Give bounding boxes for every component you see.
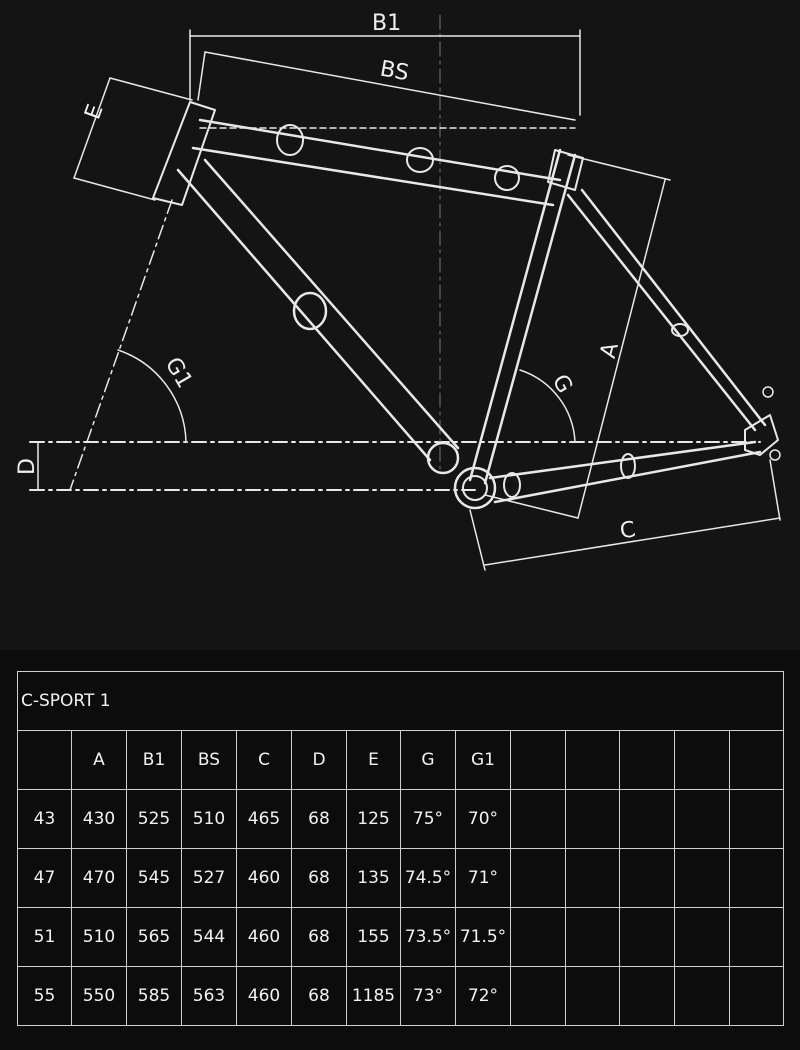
- table-cell: [675, 849, 730, 908]
- table-cell: 563: [182, 967, 237, 1026]
- label-g1: G1: [159, 353, 198, 393]
- table-cell: 135: [347, 849, 401, 908]
- header-cell: D: [292, 731, 347, 790]
- table-cell: [730, 790, 784, 849]
- table-cell: [566, 790, 620, 849]
- table-cell: [675, 790, 730, 849]
- table-cell: 74.5°: [401, 849, 456, 908]
- label-d: D: [15, 458, 40, 475]
- table-cell: 155: [347, 908, 401, 967]
- table-cell: [566, 967, 620, 1026]
- table-cell: 585: [127, 967, 182, 1026]
- label-bs: BS: [378, 56, 411, 87]
- table-cell: [620, 967, 675, 1026]
- table-cell: [511, 790, 566, 849]
- table-cell: 460: [237, 849, 292, 908]
- table-row: [18, 849, 784, 908]
- table-cell: 72°: [456, 967, 511, 1026]
- table-cell: 55: [18, 967, 72, 1026]
- table-cell: 73.5°: [401, 908, 456, 967]
- label-c: C: [618, 517, 638, 545]
- table-cell: [511, 849, 566, 908]
- table-cell: 470: [72, 849, 127, 908]
- table-cell: 68: [292, 908, 347, 967]
- table-cell: 68: [292, 849, 347, 908]
- table-cell: [730, 967, 784, 1026]
- table-cell: 544: [182, 908, 237, 967]
- table-row: [18, 790, 784, 849]
- table-title: C-SPORT 1: [18, 672, 784, 731]
- table-cell: 430: [72, 790, 127, 849]
- table-cell: 73°: [401, 967, 456, 1026]
- header-cell: B1: [127, 731, 182, 790]
- header-cell: [675, 731, 730, 790]
- top-tube: [193, 120, 560, 205]
- table-cell: 525: [127, 790, 182, 849]
- table-cell: [730, 849, 784, 908]
- table-cell: 125: [347, 790, 401, 849]
- table-header-row: [18, 731, 784, 790]
- table-cell: 68: [292, 790, 347, 849]
- table-cell: [620, 790, 675, 849]
- table-cell: [566, 849, 620, 908]
- label-g: G: [546, 370, 577, 398]
- seat-stay: [568, 190, 765, 430]
- table-cell: 460: [237, 908, 292, 967]
- table-cell: 75°: [401, 790, 456, 849]
- label-b1: B1: [372, 11, 402, 36]
- table-cell: 47: [18, 849, 72, 908]
- e-dimension-line: [74, 78, 110, 178]
- head-tube: [153, 102, 215, 205]
- header-cell: [730, 731, 784, 790]
- header-cell: A: [72, 731, 127, 790]
- table-cell: [675, 967, 730, 1026]
- table-cell: 1185: [347, 967, 401, 1026]
- table-cell: 465: [237, 790, 292, 849]
- label-a: A: [595, 340, 624, 361]
- table-row: [18, 908, 784, 967]
- table-cell: [511, 967, 566, 1026]
- table-cell: 510: [72, 908, 127, 967]
- header-cell: BS: [182, 731, 237, 790]
- header-cell: E: [347, 731, 401, 790]
- table-cell: 71.5°: [456, 908, 511, 967]
- table-cell: 70°: [456, 790, 511, 849]
- table-cell: [620, 849, 675, 908]
- header-cell: G: [401, 731, 456, 790]
- table-cell: 527: [182, 849, 237, 908]
- table-cell: [675, 908, 730, 967]
- header-cell: [620, 731, 675, 790]
- header-cell: [18, 731, 72, 790]
- table-cell: [511, 908, 566, 967]
- chain-stay: [490, 442, 760, 502]
- table-cell: 51: [18, 908, 72, 967]
- table-title-row: [18, 672, 784, 731]
- table-cell: 68: [292, 967, 347, 1026]
- geometry-table: [17, 671, 784, 1026]
- header-cell: [511, 731, 566, 790]
- header-cell: [566, 731, 620, 790]
- down-tube: [178, 160, 458, 460]
- table-cell: 460: [237, 967, 292, 1026]
- header-cell: C: [237, 731, 292, 790]
- table-cell: [730, 908, 784, 967]
- table-cell: 550: [72, 967, 127, 1026]
- table-cell: 545: [127, 849, 182, 908]
- bottom-bracket: [455, 468, 495, 508]
- table-cell: [566, 908, 620, 967]
- label-e: E: [80, 101, 109, 123]
- table-cell: 565: [127, 908, 182, 967]
- table-cell: 71°: [456, 849, 511, 908]
- table-row: [18, 967, 784, 1026]
- rear-dropout: [745, 415, 778, 455]
- table-cell: 43: [18, 790, 72, 849]
- header-cell: G1: [456, 731, 511, 790]
- table-cell: 510: [182, 790, 237, 849]
- table-cell: [620, 908, 675, 967]
